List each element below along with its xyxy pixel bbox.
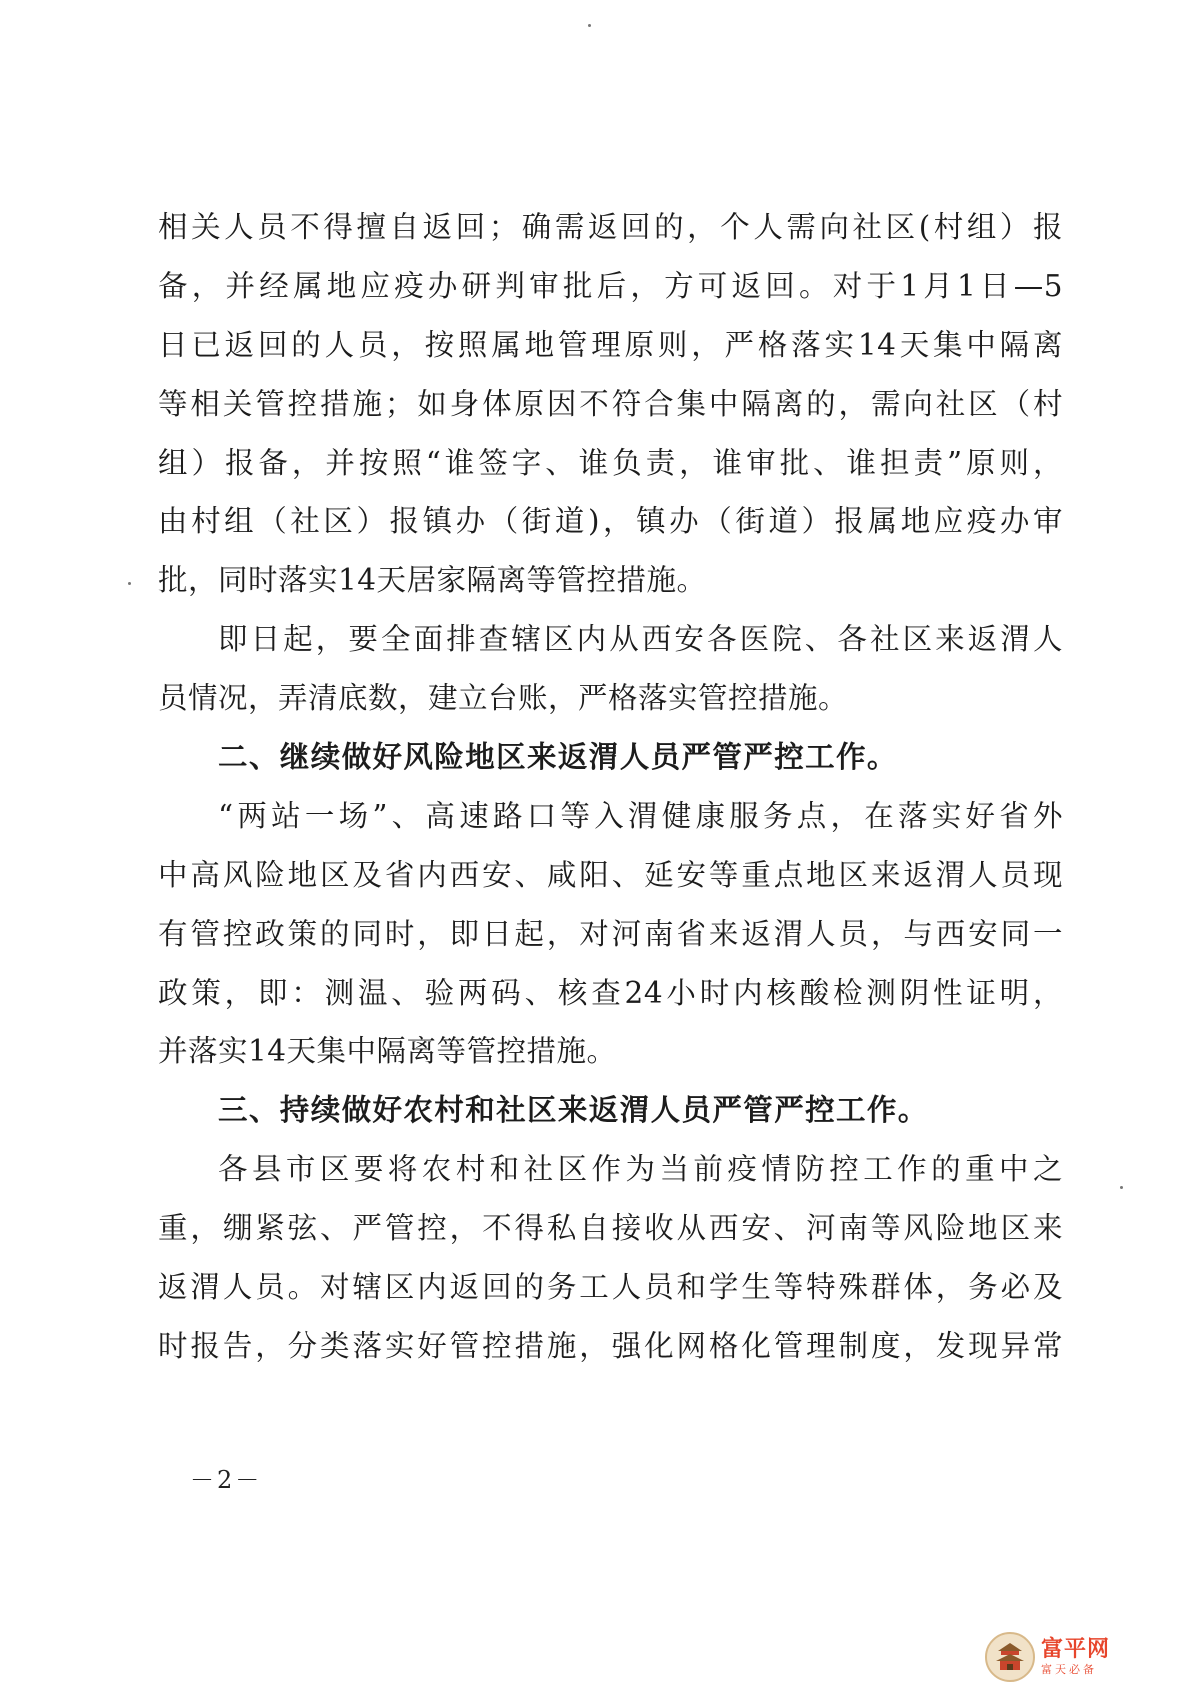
text-line: 批，同时落实14天居家隔离等管控措施。 (158, 563, 707, 598)
text-line: 日已返回的人员，按照属地管理原则，严格落实14天集中隔离 (158, 327, 1063, 362)
document-body (158, 198, 1063, 1376)
text-line: 备，并经属地应疫办研判审批后，方可返回。对于1月1日—5 (158, 268, 1063, 303)
scan-speck (1120, 1186, 1123, 1189)
pagoda-icon (985, 1632, 1035, 1682)
text-line: 等相关管控措施；如身体原因不符合集中隔离的，需向社区（村 (158, 386, 1063, 421)
text-line: 返渭人员。对辖区内返回的务工人员和学生等特殊群体，务必及 (158, 1270, 1063, 1305)
watermark-name: 富平网 (1041, 1637, 1111, 1662)
site-watermark (985, 1628, 1189, 1686)
text-line: 组）报备，并按照“谁签字、谁负责，谁审批、谁担责”原则， (158, 445, 1063, 480)
text-line: 由村组（社区）报镇办（街道)，镇办（街道）报属地应疫办审 (158, 504, 1063, 539)
text-line: 时报告，分类落实好管控措施，强化网格化管理制度，发现异常 (158, 1328, 1063, 1363)
text-line: 重，绷紧弦、严管控，不得私自接收从西安、河南等风险地区来 (158, 1211, 1063, 1246)
text-line: 相关人员不得擅自返回；确需返回的，个人需向社区(村组）报 (158, 210, 1063, 244)
watermark-slogan: 富天必备 (1041, 1663, 1097, 1676)
scan-speck (128, 582, 131, 585)
paragraph-start-line: 即日起，要全面排查辖区内从西安各医院、各社区来返渭人 (218, 622, 1063, 657)
text-line: 中高风险地区及省内西安、咸阳、延安等重点地区来返渭人员现 (158, 857, 1063, 892)
text-line: 政策，即：测温、验两码、核查24小时内核酸检测阴性证明， (158, 975, 1063, 1010)
section-heading-2: 二、继续做好风险地区来返渭人员严管严控工作。 (218, 740, 898, 775)
scan-speck (588, 24, 591, 27)
section-heading-3: 三、持续做好农村和社区来返渭人员严管严控工作。 (218, 1093, 929, 1128)
paragraph-start-line: “两站一场”、高速路口等入渭健康服务点，在落实好省外 (218, 798, 1063, 833)
text-line: 有管控政策的同时，即日起，对河南省来返渭人员，与西安同一 (158, 916, 1063, 951)
paragraph-start-line: 各县市区要将农村和社区作为当前疫情防控工作的重中之 (218, 1152, 1063, 1187)
text-line: 员情况，弄清底数，建立台账，严格落实管控措施。 (158, 681, 849, 716)
text-line: 并落实14天集中隔离等管控措施。 (158, 1034, 617, 1069)
page-number: －2－ (190, 1466, 263, 1494)
